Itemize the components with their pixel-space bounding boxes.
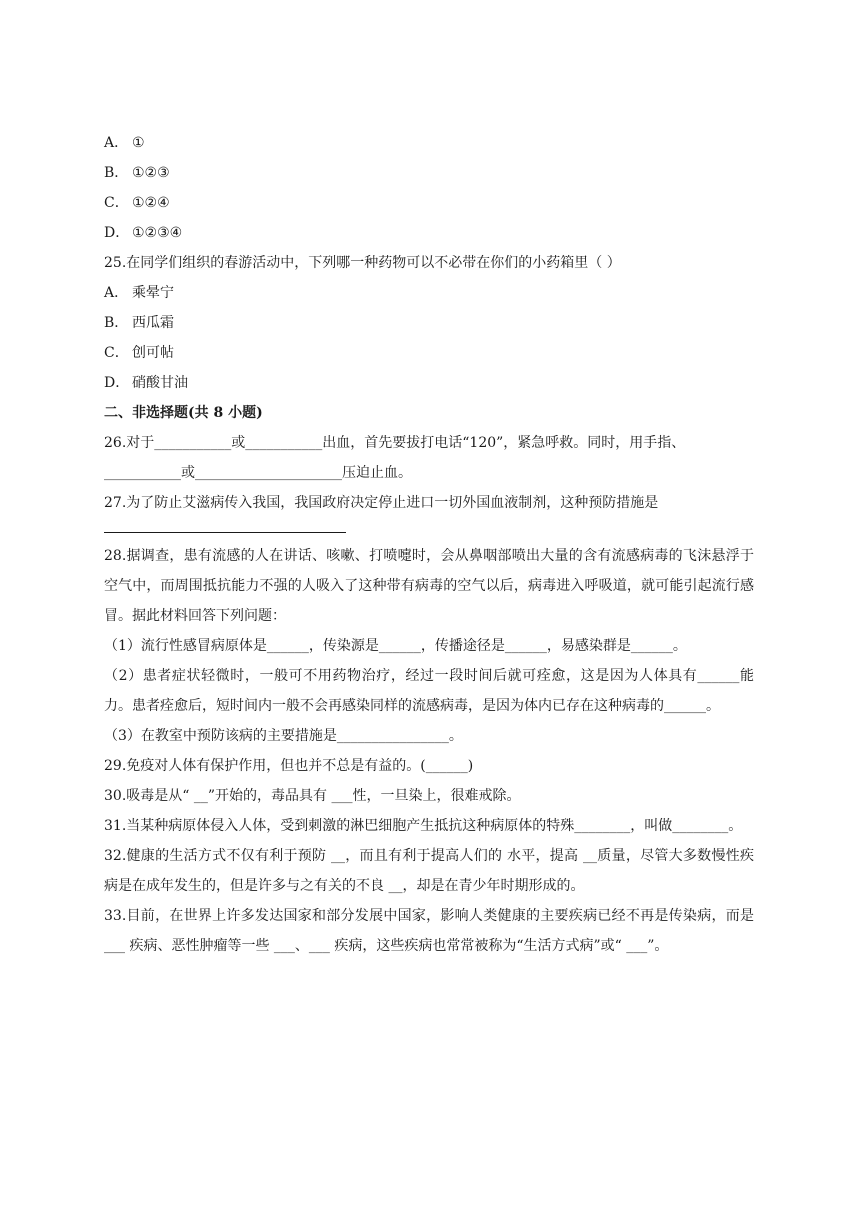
option-text: 西瓜霜 (132, 315, 174, 331)
option-label: B． (104, 165, 129, 181)
q25-stem: 25.在同学们组织的春游活动中，下列哪一种药物可以不必带在你们的小药箱里（ ） (104, 255, 621, 271)
q27-stem: 27.为了防止艾滋病传入我国，我国政府决定停止进口一切外国血液制剂，这种预防措施是 (104, 495, 659, 511)
q28-paragraph: 28.据调查，患有流感的人在讲话、咳嗽、打喷嚏时，会从鼻咽部喷出大量的含有流感病毒的飞沫悬浮于空气中，而周围抵抗能力不强的人吸入了这种带有病毒的空气以后，病毒进入呼吸道，就可能引起流行感冒。据此材料回答下列问题： (104, 548, 754, 624)
option-label: A． (104, 285, 129, 301)
option-text: ①②③ (132, 165, 170, 181)
document-page (104, 128, 754, 961)
option-label: C． (104, 345, 129, 361)
q25-option-d (104, 368, 754, 398)
q33-stem: 33.目前，在世界上许多发达国家和部分发展中国家，影响人类健康的主要疾病已经不再是传染病，而是___ 疾病、恶性肿瘤等一些 ___、___ 疾病，这些疾病也常常被称为“生活方式病”或“ ___”。 (104, 908, 754, 954)
q31-stem: 31.当某种病原体侵入人体，受到刺激的淋巴细胞产生抵抗这种病原体的特殊________，叫做________。 (104, 818, 743, 834)
q26-line2: ___________或_____________________压迫止血。 (104, 465, 412, 481)
q25-option-b (104, 308, 754, 338)
option-label: D． (104, 375, 130, 391)
q24-option-a (104, 128, 754, 158)
option-text: 创可帖 (132, 345, 174, 361)
q24-option-b (104, 158, 754, 188)
q24-option-c (104, 188, 754, 218)
option-text: 乘晕宁 (132, 285, 174, 301)
q24-option-d (104, 218, 754, 248)
option-text: ① (132, 135, 145, 151)
option-text: ①②④ (132, 195, 170, 211)
q28-sub2: （2）患者症状轻微时，一般可不用药物治疗，经过一段时间后就可痊愈，这是因为人体具有______能力。患者痊愈后，短时间内一般不会再感染同样的流感病毒，是因为体内已存在这种病毒的______。 (104, 668, 754, 714)
option-label: C． (104, 195, 129, 211)
q28-sub1: （1）流行性感冒病原体是______，传染源是______，传播途径是______，易感染群是______。 (104, 638, 687, 654)
q29-stem: 29.免疫对人体有保护作用，但也并不总是有益的。(______) (104, 758, 474, 774)
option-text: ①②③④ (132, 225, 183, 241)
q26-line1: 26.对于___________或___________出血，首先要拔打电话“120”，紧急呼救。同时，用手指、 (104, 435, 686, 451)
option-label: B． (104, 315, 129, 331)
option-label: D． (104, 225, 130, 241)
q25-option-a (104, 278, 754, 308)
option-text: 硝酸甘油 (132, 375, 188, 391)
section-title: 二、非选择题(共 8 小题) (104, 405, 263, 421)
q25-option-c (104, 338, 754, 368)
q28-sub3: （3）在教室中预防该病的主要措施是________________。 (104, 728, 463, 744)
q32-stem: 32.健康的生活方式不仅有利于预防 __，而且有利于提高人们的 水平，提高 __质量，尽管大多数慢性疾病是在成年发生的，但是许多与之有关的不良 __，却是在青少年时期形成的。 (104, 848, 754, 894)
option-label: A． (104, 135, 129, 151)
q30-stem: 30.吸毒是从“ __”开始的，毒品具有 ___性，一旦染上，很难戒除。 (104, 788, 521, 804)
